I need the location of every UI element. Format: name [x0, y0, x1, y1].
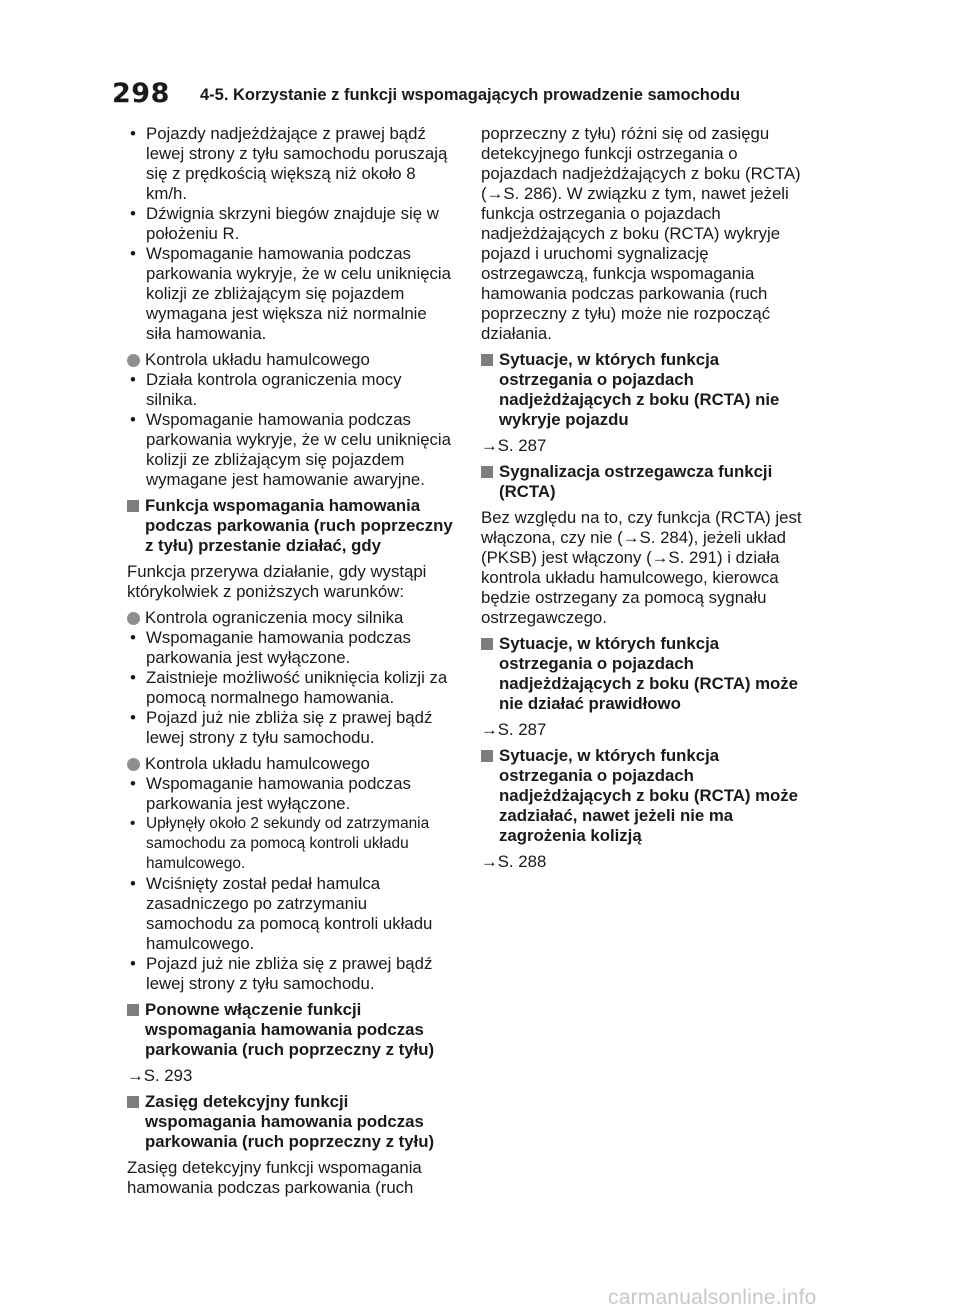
circle-bullet-icon — [127, 354, 140, 367]
paragraph: Bez względu na to, czy funkcja (RCTA) jest włączona, czy nie (→S. 284), jeżeli układ (PKSB) jest włączony (→S. 291) i działa kontrola układu hamulcowego, kierowca będzie ostrzegany za pomocą sygnału ostrzegawczego. — [481, 508, 802, 627]
circle-bullet-icon — [127, 612, 140, 625]
section-heading: Ponowne włączenie funkcji wspomagania hamowania podczas parkowania (ruch poprzeczny z tyłu) — [127, 1000, 453, 1060]
list-item: • Wspomaganie hamowania podczas parkowania jest wyłączone. — [127, 774, 453, 814]
list-item: • Wciśnięty został pedał hamulca zasadniczego po zatrzymaniu samochodu za pomocą kontroli układu hamulcowego. — [127, 874, 453, 954]
list-item: • Pojazd już nie zbliża się z prawej bądź lewej strony z tyłu samochodu. — [127, 708, 453, 748]
page-reference: →S. 287 — [481, 720, 547, 739]
list-item: • Zaistnieje możliwość uniknięcia kolizji za pomocą normalnego hamowania. — [127, 668, 453, 708]
list-item: • Wspomaganie hamowania podczas parkowania jest wyłączone. — [127, 628, 453, 668]
list-item: • Pojazdy nadjeżdżające z prawej bądź lewej strony z tyłu samochodu poruszają się z prędkością większą niż około 8 km/h. — [127, 124, 453, 204]
condition-bullet-list — [127, 628, 453, 748]
paragraph: poprzeczny z tyłu) różni się od zasięgu detekcyjnego funkcji ostrzegania o pojazdach nadjeżdżających z boku (RCTA) (→S. 286). W związku z tym, nawet jeżeli funkcja ostrzegania o pojazdach nadjeżdżających z boku (RCTA) wykryje pojazd i uruchomi sygnalizację ostrzegawczą, funkcja wspomagania hamowania podczas parkowania (ruch poprzeczny z tyłu) może nie rozpocząć działania. — [481, 124, 801, 343]
list-item: • Upłynęły około 2 sekundy od zatrzymania samochodu za pomocą kontroli układu hamulcowego. — [127, 814, 453, 874]
section-heading: Sygnalizacja ostrzegawcza funkcji (RCTA) — [481, 462, 807, 502]
list-item: • Pojazd już nie zbliża się z prawej bądź lewej strony z tyłu samochodu. — [127, 954, 453, 994]
square-bullet-icon — [481, 354, 493, 366]
chapter-title: 4-5. Korzystanie z funkcji wspomagających prowadzenie samochodu — [200, 86, 741, 104]
page-reference: →S. 288 — [481, 852, 547, 871]
page-reference: →S. 287 — [481, 436, 547, 455]
list-item: • Wspomaganie hamowania podczas parkowania wykryje, że w celu uniknięcia kolizji ze zbliżającym się pojazdem wymagane jest hamowanie awaryjne. — [127, 410, 453, 490]
watermark: carmanualsonline.info — [608, 1286, 817, 1309]
left-column — [127, 124, 453, 1204]
square-bullet-icon — [127, 1004, 139, 1016]
paragraph: Zasięg detekcyjny funkcji wspomagania hamowania podczas parkowania (ruch — [127, 1158, 422, 1197]
condition-heading: Kontrola układu hamulcowego — [127, 754, 453, 774]
section-heading: Sytuacje, w których funkcja ostrzegania o pojazdach nadjeżdżających z boku (RCTA) może zadziałać, nawet jeżeli nie ma zagrożenia kolizją — [481, 746, 807, 846]
page-number: 298 — [112, 78, 170, 109]
paragraph: Funkcja przerywa działanie, gdy wystąpi którykolwiek z poniższych warunków: — [127, 562, 427, 601]
section-heading: Sytuacje, w których funkcja ostrzegania o pojazdach nadjeżdżających z boku (RCTA) nie wykryje pojazdu — [481, 350, 807, 430]
square-bullet-icon — [481, 638, 493, 650]
condition-heading: Kontrola ograniczenia mocy silnika — [127, 608, 453, 628]
list-item: • Dźwignia skrzyni biegów znajduje się w położeniu R. — [127, 204, 453, 244]
section-heading: Zasięg detekcyjny funkcji wspomagania hamowania podczas parkowania (ruch poprzeczny z tyłu) — [127, 1092, 453, 1152]
circle-bullet-icon — [127, 758, 140, 771]
square-bullet-icon — [127, 1096, 139, 1108]
section-heading: Funkcja wspomagania hamowania podczas parkowania (ruch poprzeczny z tyłu) przestanie działać, gdy — [127, 496, 453, 556]
condition-bullet-list — [127, 774, 453, 994]
list-item: • Działa kontrola ograniczenia mocy silnika. — [127, 370, 453, 410]
square-bullet-icon — [127, 500, 139, 512]
condition-bullet-list — [127, 370, 453, 490]
square-bullet-icon — [481, 750, 493, 762]
list-item: • Wspomaganie hamowania podczas parkowania wykryje, że w celu uniknięcia kolizji ze zbliżającym się pojazdem wymagana jest większa niż normalnie siła hamowania. — [127, 244, 453, 344]
section-heading: Sytuacje, w których funkcja ostrzegania o pojazdach nadjeżdżających z boku (RCTA) może nie działać prawidłowo — [481, 634, 807, 714]
page-header — [112, 78, 872, 112]
square-bullet-icon — [481, 466, 493, 478]
intro-bullet-list — [127, 124, 453, 344]
condition-heading: Kontrola układu hamulcowego — [127, 350, 453, 370]
right-column — [481, 124, 807, 878]
page-reference: →S. 293 — [127, 1066, 193, 1085]
